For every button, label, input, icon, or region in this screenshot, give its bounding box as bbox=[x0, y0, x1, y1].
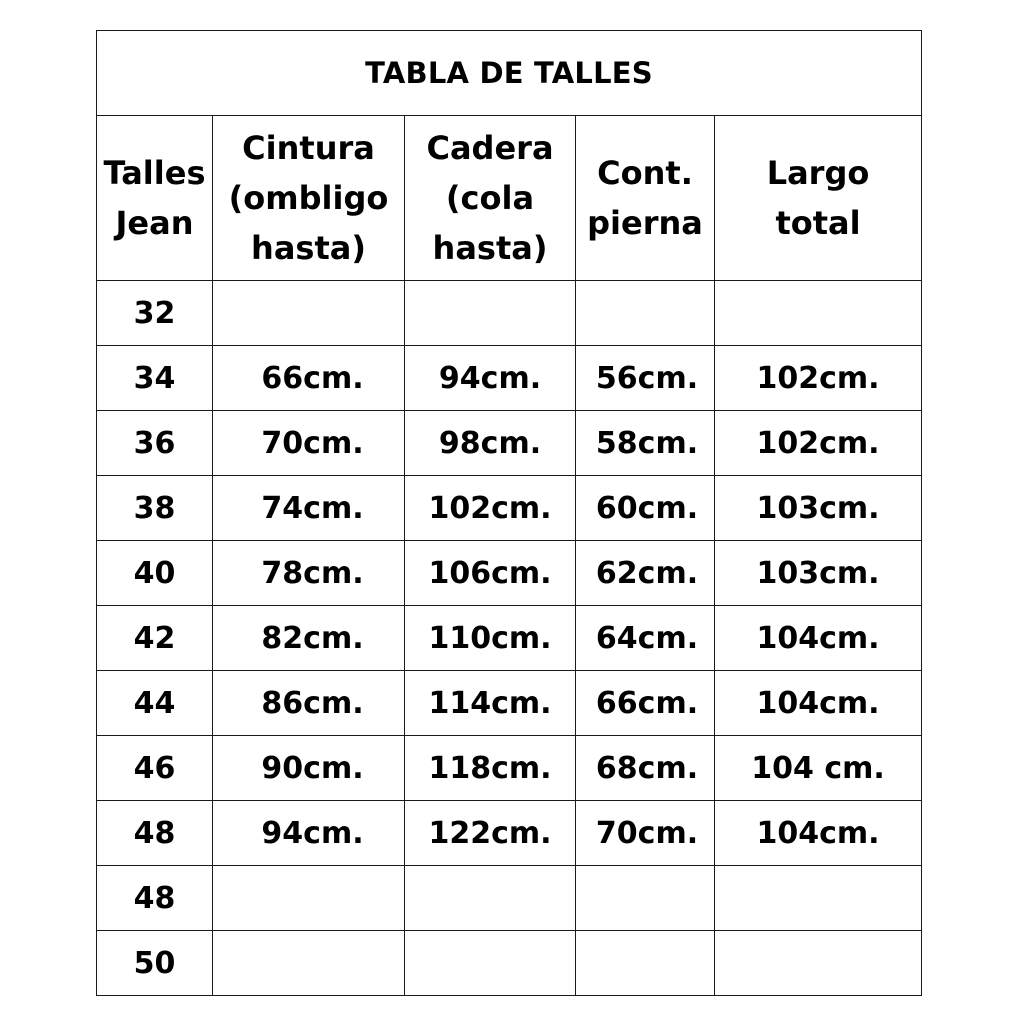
header-waist bbox=[213, 116, 405, 281]
cell-hip: 98cm. bbox=[405, 411, 576, 476]
cell-waist: 94cm. bbox=[213, 801, 405, 866]
header-leg-line-2: pierna bbox=[587, 204, 703, 242]
cell-size: 46 bbox=[97, 736, 213, 801]
table-row bbox=[97, 346, 922, 411]
cell-size: 50 bbox=[97, 931, 213, 996]
title-row bbox=[97, 31, 922, 116]
table-row bbox=[97, 801, 922, 866]
cell-length bbox=[715, 281, 922, 346]
header-hip-line-2: (cola bbox=[445, 179, 535, 217]
cell-leg: 68cm. bbox=[576, 736, 715, 801]
header-length-line-1: Largo bbox=[766, 154, 870, 192]
cell-hip: 106cm. bbox=[405, 541, 576, 606]
cell-leg bbox=[576, 281, 715, 346]
header-waist-line-2: (ombligo bbox=[228, 179, 389, 217]
cell-hip bbox=[405, 866, 576, 931]
cell-length: 103cm. bbox=[715, 476, 922, 541]
cell-leg bbox=[576, 866, 715, 931]
cell-size: 38 bbox=[97, 476, 213, 541]
cell-size: 42 bbox=[97, 606, 213, 671]
header-waist-line-3: hasta) bbox=[251, 229, 366, 267]
cell-leg: 66cm. bbox=[576, 671, 715, 736]
cell-length: 102cm. bbox=[715, 346, 922, 411]
cell-hip bbox=[405, 281, 576, 346]
cell-waist: 82cm. bbox=[213, 606, 405, 671]
size-chart-table bbox=[96, 30, 922, 996]
table-row bbox=[97, 411, 922, 476]
table-row bbox=[97, 476, 922, 541]
cell-hip: 110cm. bbox=[405, 606, 576, 671]
table-row bbox=[97, 866, 922, 931]
cell-size: 44 bbox=[97, 671, 213, 736]
table-row bbox=[97, 671, 922, 736]
cell-waist: 70cm. bbox=[213, 411, 405, 476]
cell-size: 48 bbox=[97, 801, 213, 866]
header-hip-line-3: hasta) bbox=[432, 229, 548, 267]
cell-waist bbox=[213, 866, 405, 931]
header-hip-line-1: Cadera bbox=[426, 129, 554, 167]
header-leg-line-1: Cont. bbox=[597, 154, 693, 192]
table-row bbox=[97, 281, 922, 346]
cell-hip: 114cm. bbox=[405, 671, 576, 736]
cell-size: 32 bbox=[97, 281, 213, 346]
table-row bbox=[97, 736, 922, 801]
header-waist-line-1: Cintura bbox=[242, 129, 375, 167]
cell-leg: 60cm. bbox=[576, 476, 715, 541]
cell-length: 104 cm. bbox=[715, 736, 922, 801]
cell-waist: 78cm. bbox=[213, 541, 405, 606]
cell-length: 104cm. bbox=[715, 671, 922, 736]
cell-leg: 70cm. bbox=[576, 801, 715, 866]
table-title: TABLA DE TALLES bbox=[97, 31, 922, 116]
cell-hip: 122cm. bbox=[405, 801, 576, 866]
header-hip bbox=[405, 116, 576, 281]
cell-leg: 64cm. bbox=[576, 606, 715, 671]
cell-hip: 94cm. bbox=[405, 346, 576, 411]
cell-size: 48 bbox=[97, 866, 213, 931]
cell-size: 34 bbox=[97, 346, 213, 411]
cell-waist bbox=[213, 281, 405, 346]
cell-waist: 74cm. bbox=[213, 476, 405, 541]
cell-leg bbox=[576, 931, 715, 996]
header-size-line-1: Talles bbox=[103, 154, 206, 192]
cell-hip bbox=[405, 931, 576, 996]
cell-waist: 66cm. bbox=[213, 346, 405, 411]
header-leg bbox=[576, 116, 715, 281]
cell-length bbox=[715, 866, 922, 931]
cell-waist bbox=[213, 931, 405, 996]
cell-leg: 58cm. bbox=[576, 411, 715, 476]
header-length-line-2: total bbox=[775, 204, 861, 242]
cell-hip: 118cm. bbox=[405, 736, 576, 801]
cell-leg: 62cm. bbox=[576, 541, 715, 606]
cell-size: 40 bbox=[97, 541, 213, 606]
cell-waist: 86cm. bbox=[213, 671, 405, 736]
cell-length: 102cm. bbox=[715, 411, 922, 476]
cell-length: 104cm. bbox=[715, 801, 922, 866]
header-length bbox=[715, 116, 922, 281]
table-row bbox=[97, 606, 922, 671]
header-size-line-2: Jean bbox=[115, 204, 194, 242]
header-row bbox=[97, 116, 922, 281]
header-size bbox=[97, 116, 213, 281]
cell-leg: 56cm. bbox=[576, 346, 715, 411]
table-row bbox=[97, 931, 922, 996]
cell-length: 103cm. bbox=[715, 541, 922, 606]
cell-waist: 90cm. bbox=[213, 736, 405, 801]
table-row bbox=[97, 541, 922, 606]
cell-hip: 102cm. bbox=[405, 476, 576, 541]
cell-size: 36 bbox=[97, 411, 213, 476]
cell-length bbox=[715, 931, 922, 996]
cell-length: 104cm. bbox=[715, 606, 922, 671]
